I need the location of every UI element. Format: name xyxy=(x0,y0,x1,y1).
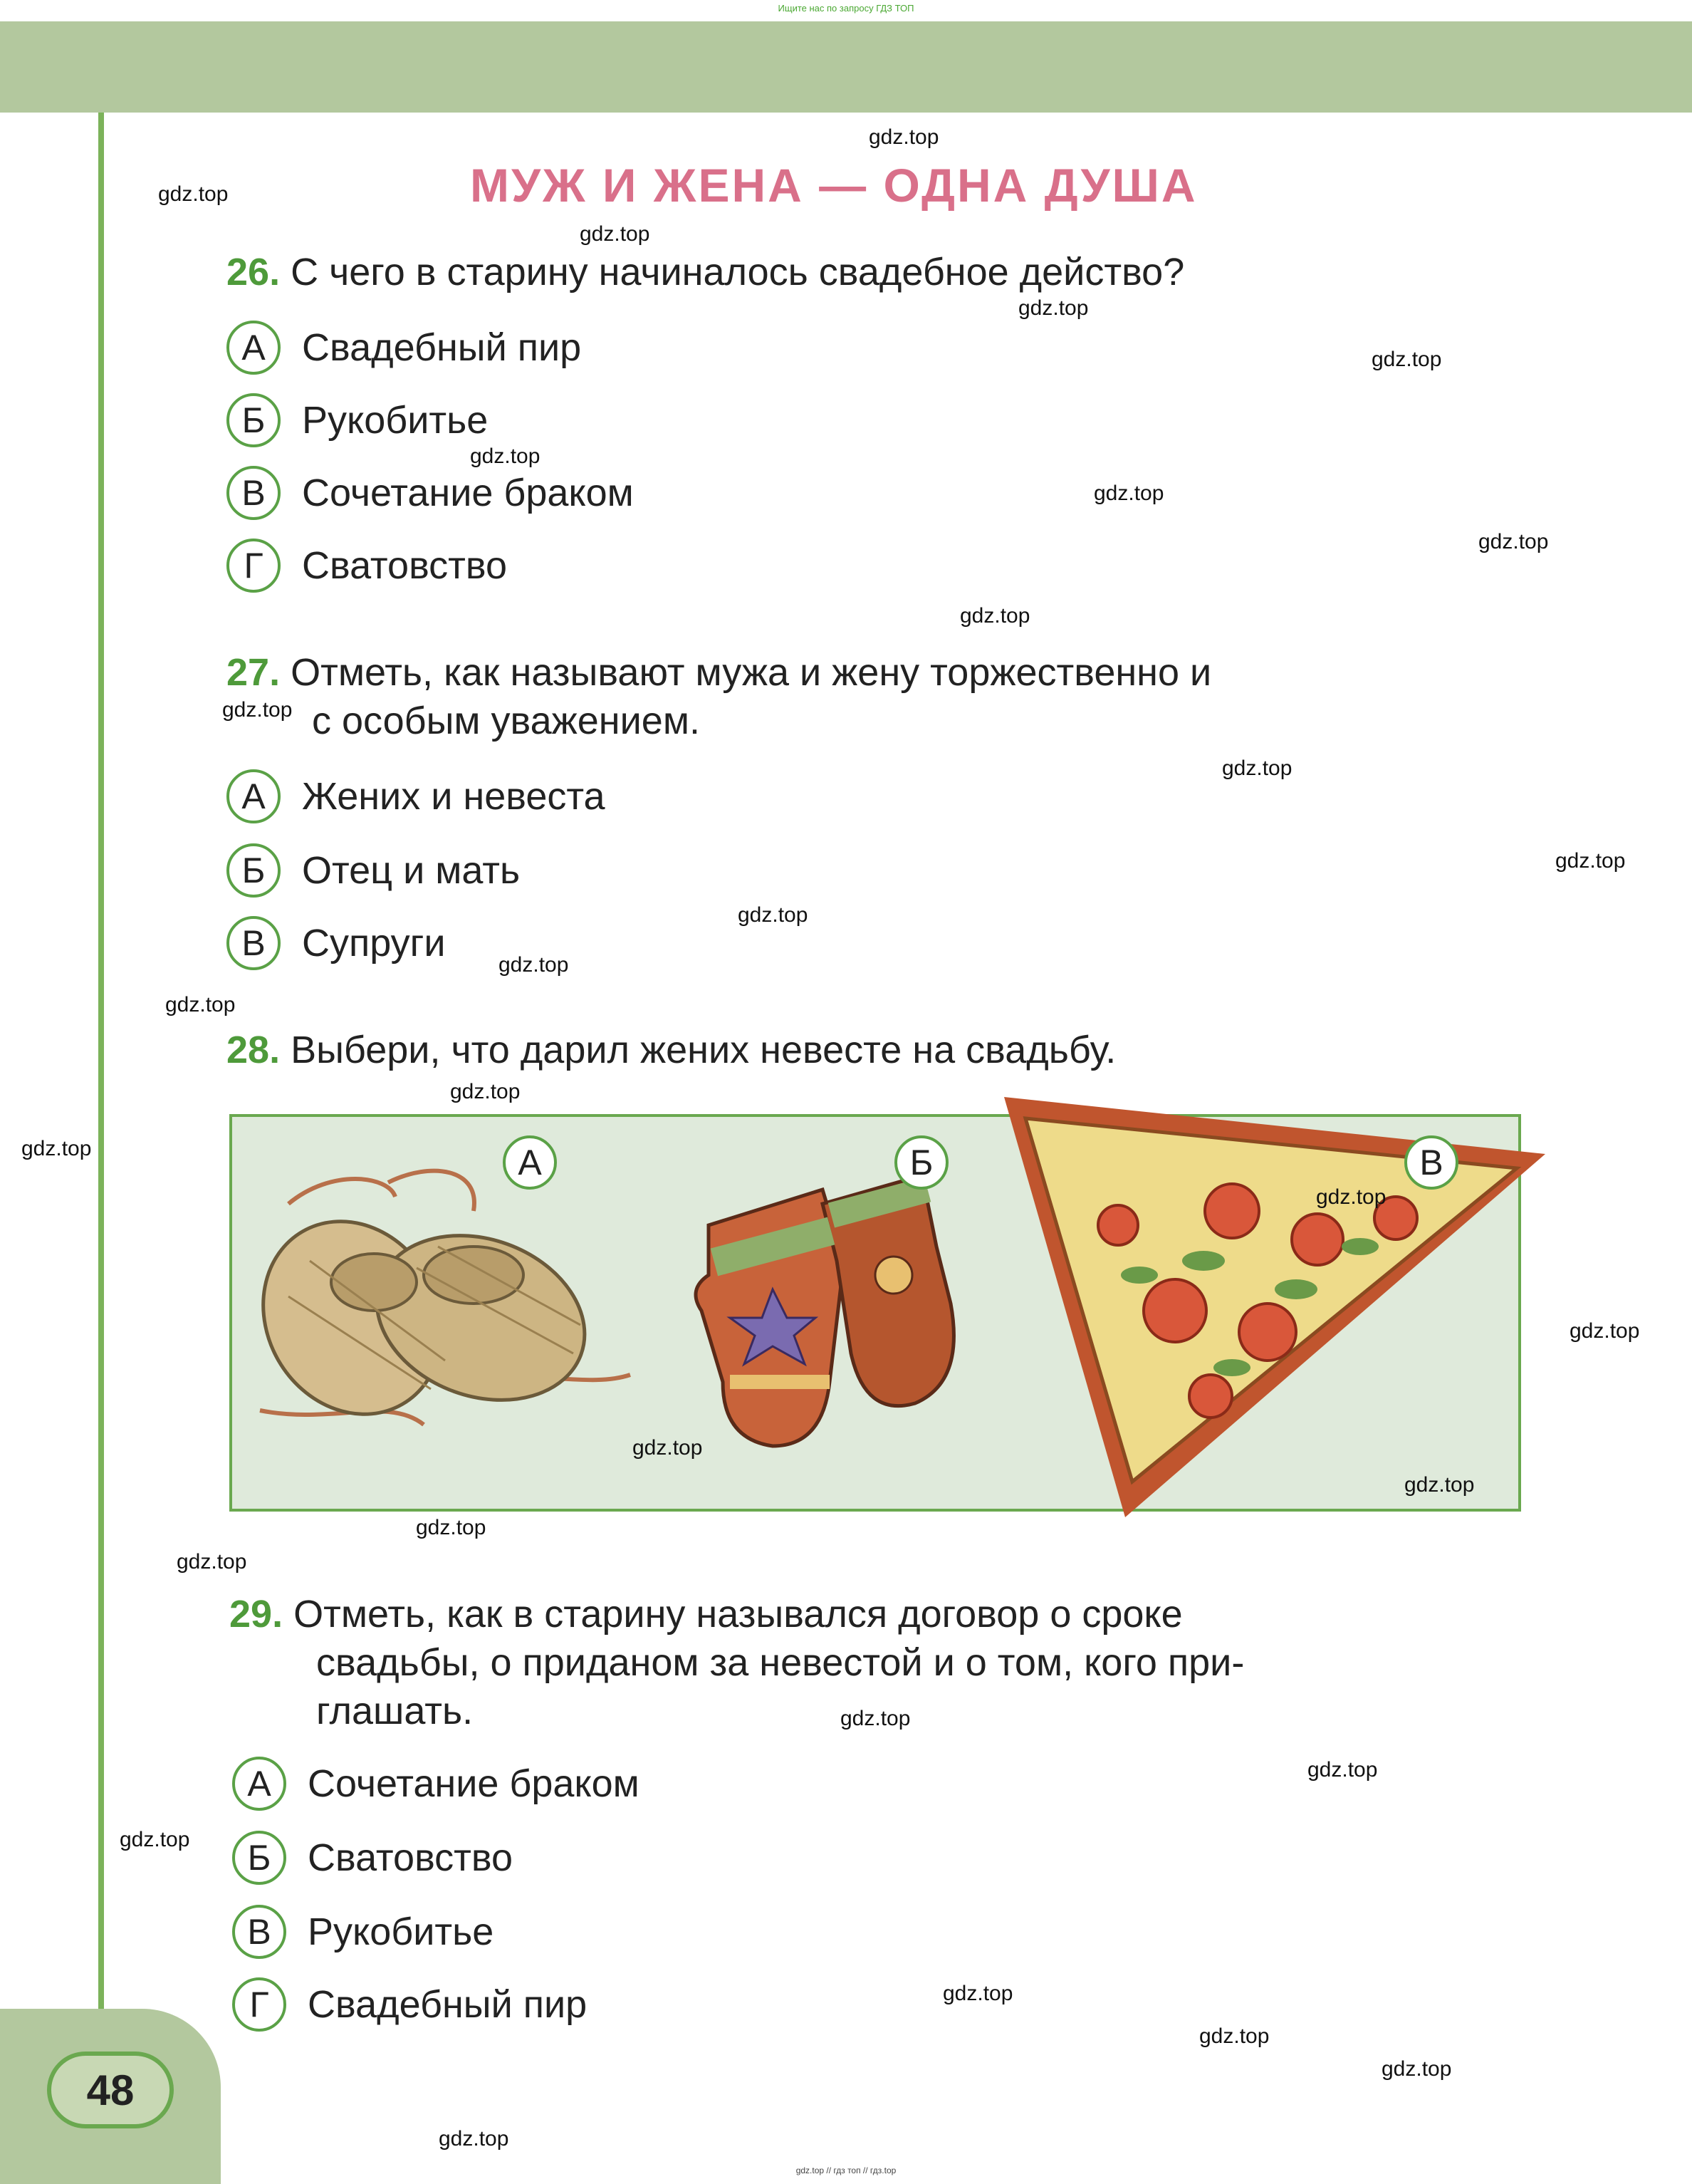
watermark-text: gdz.top xyxy=(1094,482,1164,505)
watermark-text: gdz.top xyxy=(1018,296,1089,320)
q26-option-d[interactable] xyxy=(226,536,507,596)
question-number: 28. xyxy=(226,1029,281,1071)
watermark-text: gdz.top xyxy=(1570,1319,1640,1343)
watermark-text: gdz.top xyxy=(840,1707,911,1730)
option-letter[interactable]: А xyxy=(232,1757,286,1811)
watermark-text: gdz.top xyxy=(439,2127,509,2151)
watermark-text: gdz.top xyxy=(869,125,939,149)
q29-option-a[interactable] xyxy=(232,1754,639,1814)
option-letter[interactable]: Б xyxy=(226,843,281,898)
option-letter[interactable]: Г xyxy=(226,539,281,593)
watermark-text: gdz.top xyxy=(1307,1758,1378,1782)
option-text: Супруги xyxy=(302,922,446,964)
option-letter[interactable]: Б xyxy=(232,1831,286,1885)
q26-option-b[interactable] xyxy=(226,390,488,450)
header-note: Ищите нас по запросу ГДЗ ТОП xyxy=(778,3,914,14)
option-letter[interactable]: Г xyxy=(232,1977,286,2032)
option-text: Отец и мать xyxy=(302,849,521,892)
option-text: Рукобитье xyxy=(302,399,489,442)
option-letter[interactable]: А xyxy=(226,321,281,375)
q26-option-c[interactable] xyxy=(226,463,634,523)
question-number: 27. xyxy=(226,651,281,694)
question-number: 29. xyxy=(229,1593,283,1636)
watermark-text: gdz.top xyxy=(222,698,293,722)
q29-option-c[interactable] xyxy=(232,1902,494,1962)
watermark-text: gdz.top xyxy=(580,222,650,246)
watermark-text: gdz.top xyxy=(1372,348,1442,371)
header-band xyxy=(0,21,1692,113)
option-text: Сватовство xyxy=(308,1836,513,1879)
bast-shoes-icon[interactable] xyxy=(246,1154,644,1467)
question-text-line1: Отметь, как называют мужа и жену торжественно и xyxy=(291,651,1212,694)
watermark-text: gdz.top xyxy=(470,444,540,468)
watermark-text: gdz.top xyxy=(1382,2057,1452,2081)
option-text: Свадебный пир xyxy=(302,326,582,369)
question-number: 26. xyxy=(226,251,281,293)
footer-note: gdz.top // гдз топ // гдз.top xyxy=(795,2165,897,2175)
q27-option-b[interactable] xyxy=(226,841,520,900)
q26-option-a[interactable] xyxy=(226,318,581,378)
watermark-text: gdz.top xyxy=(1478,530,1549,553)
page-number: 48 xyxy=(47,2052,174,2128)
question-text-line2: с особым уважением. xyxy=(312,700,700,742)
option-letter[interactable]: Б xyxy=(226,393,281,447)
watermark-text: gdz.top xyxy=(1199,2024,1270,2048)
option-text: Сватовство xyxy=(302,544,508,587)
q27-option-c[interactable] xyxy=(226,913,446,973)
option-text: Свадебный пир xyxy=(308,1983,588,2026)
watermark-text: gdz.top xyxy=(1222,756,1292,780)
watermark-text: gdz.top xyxy=(416,1516,486,1539)
option-letter[interactable]: В xyxy=(232,1905,286,1959)
page-title: МУЖ И ЖЕНА — ОДНА ДУША xyxy=(470,159,1198,212)
watermark-text: gdz.top xyxy=(1404,1473,1475,1497)
question-26 xyxy=(226,248,1437,296)
watermark-text: gdz.top xyxy=(450,1080,521,1103)
question-27 xyxy=(226,648,1480,745)
watermark-text: gdz.top xyxy=(158,182,229,206)
picture-letter-b[interactable]: Б xyxy=(894,1135,949,1190)
option-text: Сочетание браком xyxy=(302,472,634,514)
question-28 xyxy=(226,1026,1437,1074)
watermark-text: gdz.top xyxy=(165,993,236,1016)
watermark-text: gdz.top xyxy=(21,1137,92,1160)
q27-option-a[interactable] xyxy=(226,766,605,826)
question-text-line3: глашать. xyxy=(316,1690,474,1732)
watermark-text: gdz.top xyxy=(498,953,569,977)
option-letter[interactable]: В xyxy=(226,916,281,970)
option-text: Жених и невеста xyxy=(302,775,605,818)
picture-letter-c[interactable]: В xyxy=(1404,1135,1458,1190)
question-text: Выбери, что дарил жених невесте на свадьбу. xyxy=(291,1029,1117,1071)
watermark-text: gdz.top xyxy=(120,1828,190,1851)
q29-option-b[interactable] xyxy=(232,1828,513,1888)
watermark-text: gdz.top xyxy=(177,1550,247,1574)
shawl-icon[interactable] xyxy=(997,1097,1552,1524)
q29-option-d[interactable] xyxy=(232,1975,587,2034)
watermark-text: gdz.top xyxy=(738,903,808,927)
watermark-text: gdz.top xyxy=(960,604,1030,628)
option-text: Сочетание браком xyxy=(308,1762,639,1805)
option-letter[interactable]: В xyxy=(226,466,281,520)
watermark-text: gdz.top xyxy=(1555,849,1626,873)
watermark-text: gdz.top xyxy=(1316,1185,1386,1209)
mittens-icon[interactable] xyxy=(680,1147,979,1475)
option-text: Рукобитье xyxy=(308,1910,494,1953)
picture-letter-a[interactable]: А xyxy=(503,1135,557,1190)
question-text: С чего в старину начиналось свадебное действо? xyxy=(291,251,1185,293)
question-text-line1: Отметь, как в старину назывался договор о сроке xyxy=(293,1593,1183,1636)
option-letter[interactable]: А xyxy=(226,769,281,823)
question-text-line2: свадьбы, о приданом за невестой и о том, кого при- xyxy=(316,1641,1245,1684)
watermark-text: gdz.top xyxy=(632,1436,703,1460)
watermark-text: gdz.top xyxy=(943,1982,1013,2005)
margin-line xyxy=(98,113,104,2050)
